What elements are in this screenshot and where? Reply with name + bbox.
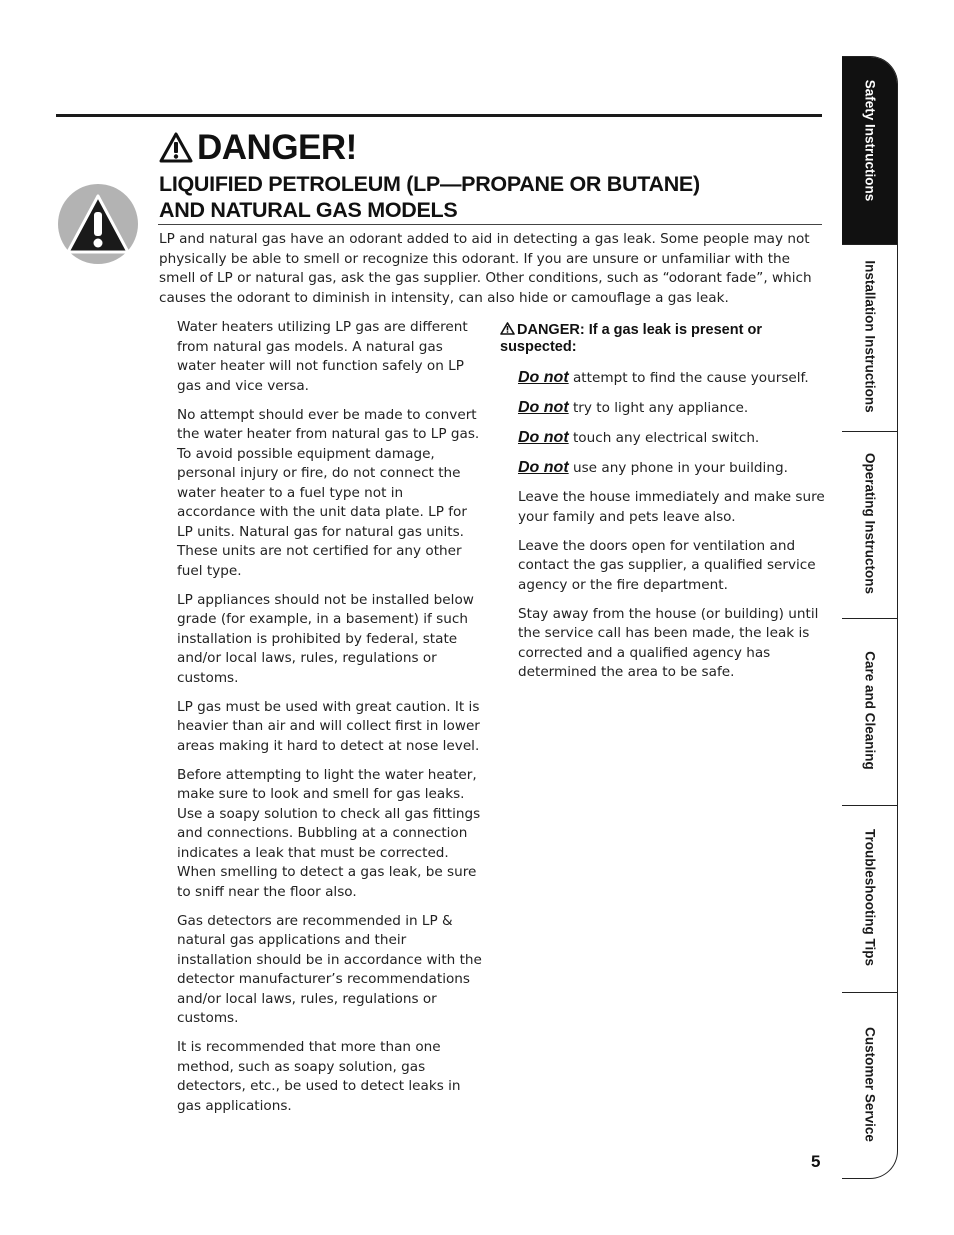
do-not-label: Do not bbox=[518, 429, 569, 446]
title-rule bbox=[158, 224, 822, 225]
do-not-label: Do not bbox=[518, 399, 569, 416]
do-not-item bbox=[518, 428, 825, 449]
tab-label: Customer Service bbox=[862, 1027, 878, 1142]
page-number: 5 bbox=[811, 1152, 821, 1171]
left-paragraph: LP gas must be used with great caution. It is heavier than air and will collect first in lower areas making it hard to detect at nose level. bbox=[177, 698, 480, 754]
do-not-text: use any phone in your building. bbox=[568, 460, 788, 476]
tab-label: Care and Cleaning bbox=[862, 651, 878, 770]
top-rule bbox=[56, 114, 822, 117]
right-paragraph: Stay away from the house (or building) until the service call has been made, the leak is corrected and a qualified agency has determined the area to be safe. bbox=[518, 605, 819, 680]
left-paragraph: Gas detectors are recommended in LP & natural gas applications and their installation should be in accordance with the detector manufacturer’s recommendations and/or local laws, rules, regulations or customs. bbox=[177, 912, 482, 1026]
right-column bbox=[500, 322, 825, 692]
do-not-text: touch any electrical switch. bbox=[568, 430, 760, 446]
tab-customer-service[interactable] bbox=[842, 993, 898, 1179]
left-paragraph: Water heaters utilizing LP gas are different from natural gas models. A natural gas water heater will not function safely on LP gas and vice versa. bbox=[177, 319, 468, 394]
danger-subheading bbox=[500, 322, 825, 356]
tab-operating-instructions[interactable] bbox=[842, 432, 898, 619]
tab-label: Safety Instructions bbox=[862, 79, 878, 202]
do-not-label: Do not bbox=[518, 459, 569, 476]
left-paragraph: LP appliances should not be installed below grade (for example, in a basement) if such installation is prohibited by federal, state and/or local laws, rules, regulations or customs. bbox=[177, 591, 474, 686]
exclamation-circle-icon bbox=[58, 184, 138, 264]
do-not-text: try to light any appliance. bbox=[568, 400, 749, 416]
tab-troubleshooting-tips[interactable] bbox=[842, 806, 898, 993]
tab-label: Operating Instructons bbox=[862, 452, 878, 595]
do-not-item bbox=[518, 368, 825, 389]
left-column bbox=[177, 318, 482, 1126]
danger-subheading-text: DANGER: If a gas leak is present or suspected: bbox=[500, 322, 762, 355]
tab-installation-instructions[interactable] bbox=[842, 245, 898, 432]
do-not-item bbox=[518, 398, 825, 419]
tab-care-and-cleaning[interactable] bbox=[842, 619, 898, 806]
warning-triangle-icon bbox=[159, 132, 193, 163]
intro-paragraph: LP and natural gas have an odorant added to aid in detecting a gas leak. Some people may not physically be able to smell or recognize this odorant. If you are unsure or unfamiliar with the smell of LP or natural gas, ask the gas supplier. Other conditions, such as “odorant fade”, which causes the odorant to diminish in intensity, can also hide or camouflage a gas leak. bbox=[159, 231, 812, 306]
section-title bbox=[159, 171, 819, 223]
tab-label: Troubleshooting Tips bbox=[862, 829, 878, 966]
subtitle-line-2: AND NATURAL GAS MODELS bbox=[159, 198, 458, 222]
left-paragraph: No attempt should ever be made to convert the water heater from natural gas to LP gas. To avoid possible equipment damage, personal injury or fire, do not connect the water heater to a fuel type not in accordance with the unit data plate. LP for LP units. Natural gas for natural gas units. These units are not certified for any other fuel type. bbox=[177, 406, 480, 579]
tab-safety-instructions[interactable] bbox=[842, 57, 898, 245]
danger-heading bbox=[159, 130, 357, 165]
do-not-label: Do not bbox=[518, 369, 569, 386]
subtitle-line-1: LIQUIFIED PETROLEUM (LP—PROPANE OR BUTANE) bbox=[159, 172, 700, 196]
section-tabs bbox=[842, 56, 898, 1179]
right-paragraph: Leave the doors open for ventilation and contact the gas supplier, a qualified service agency or the fire department. bbox=[518, 537, 816, 593]
right-items bbox=[500, 368, 825, 683]
left-paragraph: It is recommended that more than one method, such as soapy solution, gas detectors, etc., be used to detect leaks in gas applications. bbox=[177, 1039, 461, 1114]
do-not-text: attempt to find the cause yourself. bbox=[568, 370, 809, 386]
danger-label: DANGER! bbox=[197, 128, 357, 167]
right-paragraph: Leave the house immediately and make sure your family and pets leave also. bbox=[518, 489, 825, 525]
left-paragraph: Before attempting to light the water heater, make sure to look and smell for gas leaks. Use a soapy solution to check all gas fittings and connections. Bubbling at a connection indicates a leak that must be corrected. When smelling to detect a gas leak, be sure to sniff near the floor also. bbox=[177, 766, 481, 900]
do-not-item bbox=[518, 458, 825, 479]
tab-label: Installation Instructions bbox=[862, 260, 878, 413]
warning-triangle-icon bbox=[500, 322, 515, 335]
